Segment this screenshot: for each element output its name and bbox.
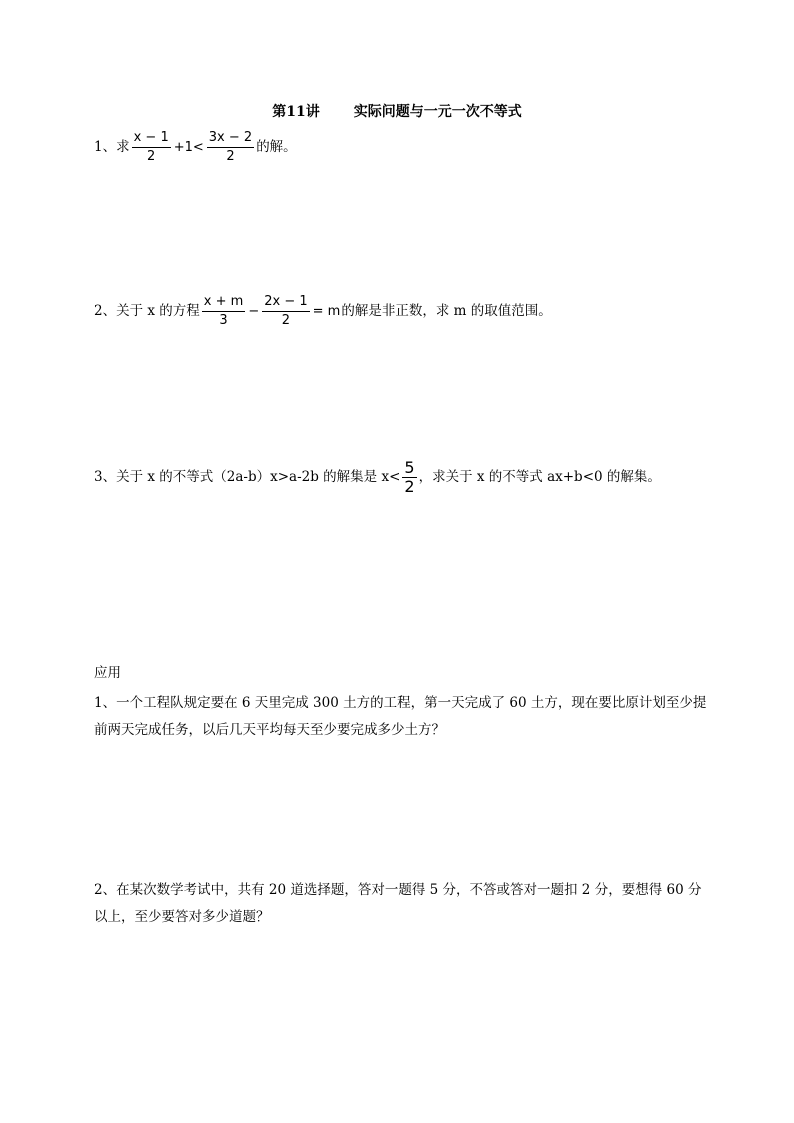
lecture-topic: 实际问题与一元一次不等式 bbox=[353, 104, 522, 120]
q1-middle-operator: +1< bbox=[173, 140, 204, 155]
q2-frac1-denominator: 3 bbox=[219, 313, 228, 328]
q1-frac1-numerator: x − 1 bbox=[132, 130, 171, 148]
q1-frac2-numerator: 3x − 2 bbox=[207, 130, 254, 148]
q2-fraction-2 bbox=[262, 294, 309, 329]
q2-equals: = m bbox=[312, 304, 341, 319]
question-3 bbox=[94, 460, 661, 495]
q3-prefix: 3、关于 x 的不等式（2a-b）x>a-2b 的解集是 x< bbox=[94, 469, 401, 485]
question-2 bbox=[94, 294, 552, 329]
q1-suffix: 的解。 bbox=[256, 139, 297, 155]
question-1 bbox=[94, 130, 297, 165]
q2-fraction-1 bbox=[202, 294, 246, 329]
q2-frac2-numerator: 2x − 1 bbox=[262, 294, 309, 312]
application-heading: 应用 bbox=[94, 665, 121, 681]
lecture-number: 第11讲 bbox=[272, 104, 320, 120]
q3-suffix: ，求关于 x 的不等式 ax+b<0 的解集。 bbox=[418, 469, 661, 485]
q2-prefix: 2、关于 x 的方程 bbox=[94, 303, 200, 319]
q2-suffix: 的解是非正数，求 m 的取值范围。 bbox=[341, 303, 552, 319]
q1-frac2-denominator: 2 bbox=[226, 149, 235, 164]
application-problem-1: 1、一个工程队规定要在 6 天里完成 300 土方的工程，第一天完成了 60 土方，现在要比原计划至少提前两天完成任务，以后几天平均每天至少要完成多少土方？ bbox=[94, 695, 707, 738]
q1-fraction-1 bbox=[132, 130, 171, 165]
q2-minus-sign: − bbox=[248, 304, 260, 319]
q1-fraction-2 bbox=[207, 130, 254, 165]
q2-frac2-denominator: 2 bbox=[281, 313, 291, 328]
q2-frac1-numerator: x + m bbox=[202, 294, 246, 312]
q3-frac-denominator: 2 bbox=[404, 477, 415, 496]
q1-frac1-denominator: 2 bbox=[147, 149, 156, 164]
application-problem-2: 2、在某次数学考试中，共有 20 道选择题，答对一题得 5 分，不答或答对一题扣 2 分，要想得 60 分以上，至少要答对多少道题？ bbox=[94, 882, 702, 925]
q3-frac-numerator: 5 bbox=[404, 458, 415, 477]
q1-prefix: 1、求 bbox=[94, 139, 130, 155]
q3-fraction bbox=[402, 460, 416, 495]
page-title bbox=[0, 101, 794, 121]
